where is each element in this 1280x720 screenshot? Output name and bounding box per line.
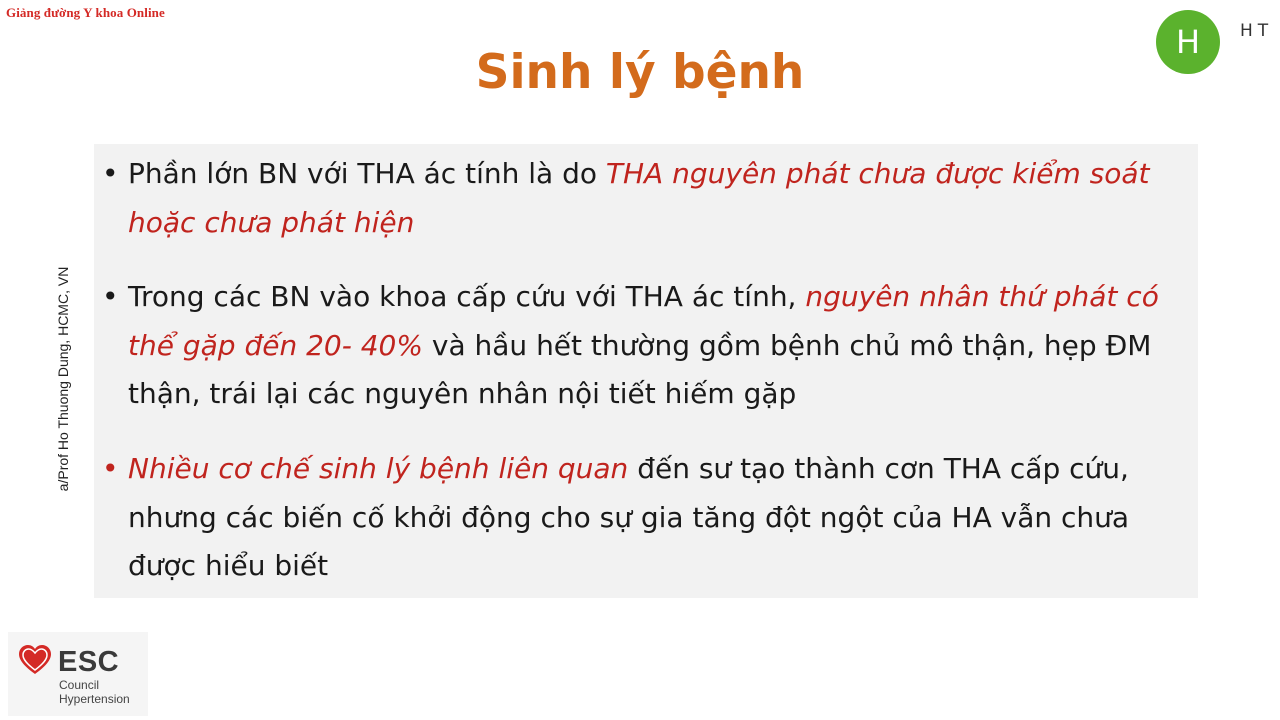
bullet-1-text: Phần lớn BN với THA ác tính là do — [128, 157, 606, 190]
bullet-3-emphasis: Nhiều cơ chế sinh lý bệnh liên quan — [128, 452, 629, 485]
bullet-2-text-start: Trong các BN vào khoa cấp cứu với THA ác tính, — [128, 280, 806, 313]
ht-logo — [1152, 8, 1274, 74]
esc-logo-name: ESC — [58, 646, 120, 678]
bullet-2-text-end: và hầu hết thường gồm bệnh chủ mô thận, hẹp ĐM thận, trái lại các nguyên nhân nội tiết hiếm gặp — [128, 328, 1152, 411]
ht-logo-circle: H — [1156, 10, 1220, 74]
bullet-item-3 — [102, 445, 1168, 591]
content-box — [94, 144, 1198, 598]
bullet-2-emphasis: nguyên nhân thứ phát có thể gặp đến 20- 40% — [128, 280, 1159, 362]
esc-council-logo — [8, 632, 148, 716]
esc-logo-subtitle — [59, 678, 130, 706]
ht-logo-letters: HT — [1240, 21, 1274, 41]
side-credit-text: a/Prof Ho Thuong Dung, HCMC, VN — [55, 266, 71, 492]
bullet-dot: • — [102, 452, 119, 485]
slide-title: Sinh lý bệnh — [475, 45, 805, 100]
bullet-dot: • — [102, 280, 119, 313]
bullet-1-emphasis: THA nguyên phát chưa được kiểm soát hoặc chưa phát hiện — [128, 157, 1150, 239]
esc-logo-line2: Hypertension — [59, 692, 130, 706]
bullet-item-1 — [102, 150, 1168, 247]
bullet-item-2 — [102, 273, 1168, 419]
bullet-dot: • — [102, 157, 119, 190]
heart-icon — [18, 644, 52, 676]
side-credit — [53, 246, 73, 512]
watermark-text: Giảng đường Y khoa Online — [6, 5, 165, 20]
esc-logo-line1: Council — [59, 678, 100, 692]
bullet-3-text: đến sư tạo thành cơn THA cấp cứu, nhưng các biến cố khởi động cho sự gia tăng đột ngột của HA vẫn chưa được hiểu biết — [128, 452, 1130, 583]
